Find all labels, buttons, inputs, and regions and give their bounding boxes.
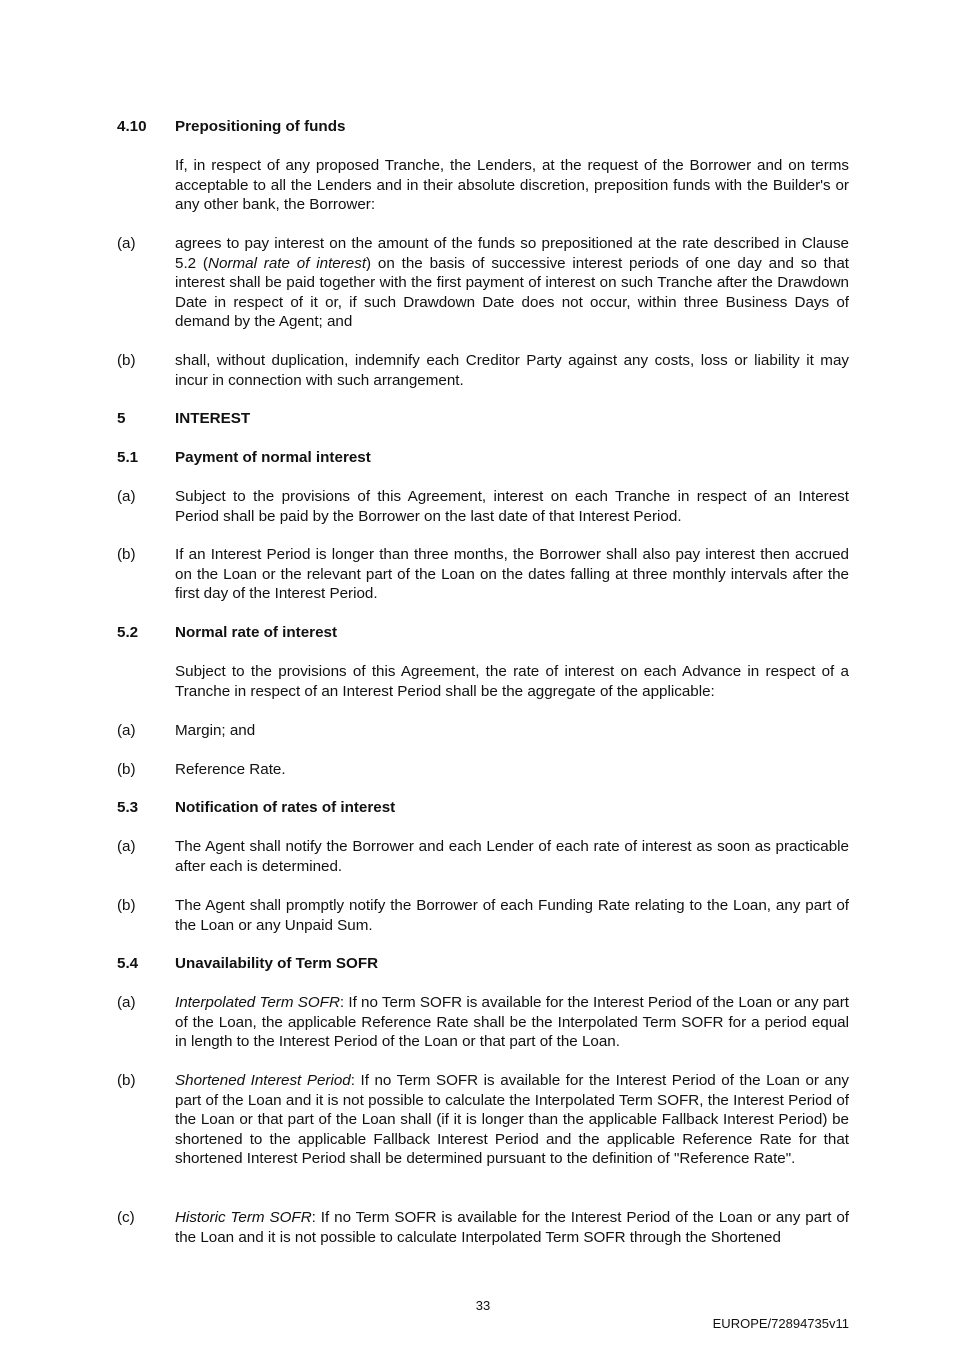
item-label: (a) [117, 235, 136, 252]
list-item: The Agent shall promptly notify the Borrower of each Funding Rate relating to the Loan, any part of the Loan or any Unpaid Sum. [175, 897, 849, 934]
section-heading: Normal rate of interest [175, 624, 338, 641]
section-number: 5 [117, 410, 126, 427]
item-label: (b) [117, 761, 136, 778]
list-item: Reference Rate. [175, 761, 286, 778]
item-label: (b) [117, 546, 136, 563]
item-label: (a) [117, 994, 136, 1011]
section-number: 5.3 [117, 799, 139, 816]
item-label: (b) [117, 1072, 136, 1089]
section-heading: Notification of rates of interest [175, 799, 396, 816]
section-heading: Payment of normal interest [175, 449, 371, 466]
list-item: The Agent shall notify the Borrower and each Lender of each rate of interest as soon as practicable after each is determined. [175, 838, 849, 875]
item-label: (a) [117, 488, 136, 505]
item-label: (c) [117, 1209, 135, 1226]
page-number: 33 [475, 1298, 491, 1313]
list-item: shall, without duplication, indemnify each Creditor Party against any costs, loss or liability it may incur in connection with such arrangement. [175, 352, 849, 389]
list-item: Shortened Interest Period: If no Term SOFR is available for the Interest Period of the Loan or any part of the Loan and it is not possible to calculate the Interpolated Term SOFR, the Interest Period of the Loan or that part of the Loan shall (if it is longer than the applicable Fallback Interest Period) be shortened to the applicable Fallback Interest Period and the applicable Reference Rate for that shortened Interest Period shall be determined pursuant to the definition of "Reference Rate". [175, 1072, 849, 1167]
section-number: 5.4 [117, 955, 139, 972]
section-heading: Prepositioning of funds [175, 118, 346, 135]
section-heading: Unavailability of Term SOFR [175, 955, 379, 972]
paragraph: If, in respect of any proposed Tranche, the Lenders, at the request of the Borrower and on terms acceptable to all the Lenders and in their absolute discretion, preposition funds with the Builder's or any other bank, the Borrower: [175, 157, 849, 213]
section-number: 4.10 [117, 118, 147, 135]
section-number: 5.1 [117, 449, 139, 466]
list-item: If an Interest Period is longer than three months, the Borrower shall also pay interest then accrued on the Loan or the relevant part of the Loan on the dates falling at three monthly intervals after the first day of the Interest Period. [175, 546, 849, 602]
list-item: Historic Term SOFR: If no Term SOFR is available for the Interest Period of the Loan or any part of the Loan and it is not possible to calculate Interpolated Term SOFR through the Shortened [175, 1209, 849, 1246]
section-heading: INTEREST [175, 410, 251, 427]
section-number: 5.2 [117, 624, 139, 641]
list-item: agrees to pay interest on the amount of the funds so prepositioned at the rate described in Clause 5.2 (Normal rate of interest) on the basis of successive interest periods of one day and so that interest shall be paid together with the first payment of interest on such Tranche after the Drawdown Date in respect of it or, if such Drawdown Date does not occur, within three Business Days of demand by the Agent; and [175, 235, 849, 330]
item-label: (a) [117, 838, 136, 855]
item-label: (b) [117, 897, 136, 914]
list-item: Interpolated Term SOFR: If no Term SOFR is available for the Interest Period of the Loan or any part of the Loan, the applicable Reference Rate shall be the Interpolated Term SOFR for a period equal in length to the Interest Period of the Loan or that part of the Loan. [175, 994, 849, 1050]
item-label: (b) [117, 352, 136, 369]
list-item: Margin; and [175, 722, 256, 739]
paragraph: Subject to the provisions of this Agreement, the rate of interest on each Advance in respect of a Tranche in respect of an Interest Period shall be the aggregate of the applicable: [175, 663, 849, 700]
document-reference: EUROPE/72894735v11 [712, 1316, 849, 1331]
item-label: (a) [117, 722, 136, 739]
list-item: Subject to the provisions of this Agreement, interest on each Tranche in respect of an Interest Period shall be paid by the Borrower on the last date of that Interest Period. [175, 488, 849, 525]
